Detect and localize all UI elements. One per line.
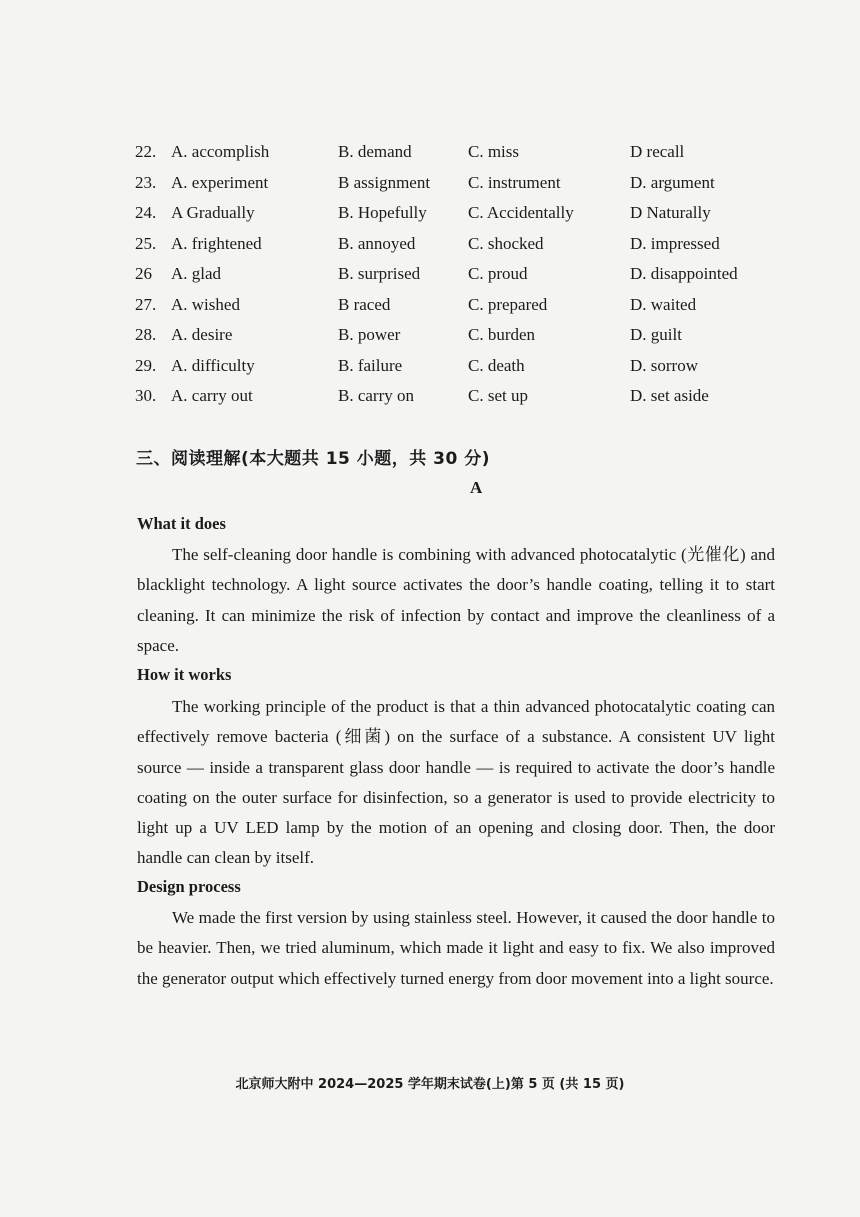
option-c: C. instrument (468, 172, 561, 192)
option-b: B. annoyed (338, 233, 416, 253)
option-d: D. sorrow (630, 355, 698, 375)
option-d: D recall (630, 142, 685, 161)
option-a: A. desire (171, 325, 233, 344)
option-c: C. shocked (468, 233, 544, 253)
option-d: D. impressed (630, 233, 720, 253)
option-b: B assignment (338, 172, 431, 192)
option-c: C. miss (468, 142, 520, 161)
option-d: D. set aside (630, 386, 709, 405)
option-b: B. power (338, 325, 401, 344)
option-a: A. difficulty (171, 355, 255, 375)
option-c: C. death (468, 355, 525, 375)
reading-section-title: 三、阅读理解(本大题共 15 小题，共 30 分) (136, 449, 491, 469)
option-d: D Naturally (630, 203, 711, 222)
question-row-22 (135, 140, 775, 171)
page-footer: 北京师大附中 2024—2025 学年期末试卷(上)第 5 页 (共 15 页) (235, 1077, 625, 1092)
question-number: 25. (135, 233, 157, 253)
question-row-27 (135, 293, 775, 324)
option-a: A. frightened (171, 233, 262, 253)
passage-label: A (470, 478, 483, 497)
option-c: C. prepared (468, 294, 548, 314)
heading-what-it-does: What it does (137, 514, 226, 533)
question-number: 28. (135, 325, 157, 344)
question-row-24 (135, 201, 775, 232)
heading-design-process: Design process (137, 877, 241, 896)
question-number: 30. (135, 386, 157, 405)
paragraph-design-process: We made the first version by using stainless steel. However, it caused the door handle to be heavier. Then, we tried aluminum, which made it light and easy to fix. We also improved the generator output which effectively turned energy from door movement into a light source. (137, 908, 775, 988)
question-row-30 (135, 384, 775, 415)
question-row-26 (135, 262, 775, 293)
option-a: A Gradually (171, 203, 255, 222)
option-c: C. proud (468, 264, 528, 283)
option-c: C. set up (468, 386, 528, 405)
question-number: 24. (135, 203, 157, 222)
option-d: D. argument (630, 172, 715, 192)
option-a: A. carry out (171, 386, 253, 405)
question-row-28 (135, 323, 775, 354)
option-b: B. carry on (338, 386, 415, 405)
paragraph-how-it-works: The working principle of the product is that a thin advanced photocatalytic coating can effectively remove bacteria (细菌) on the surface of a substance. A consistent UV light source — inside a transparent glass door handle — is required to activate the door’s handle coating on the outer surface for disinfection, so a generator is used to provide electricity to light up a UV LED lamp by the motion of an opening and closing door. Then, the door handle can clean by itself. (137, 697, 775, 868)
paragraph-what-it-does: The self-cleaning door handle is combining with advanced photocatalytic (光催化) and blacklight technology. A light source activates the door’s handle coating, telling it to start cleaning. It can minimize the risk of infection by contact and improve the cleanliness of a space. (137, 545, 775, 655)
option-b: B. demand (338, 142, 412, 161)
question-number: 23. (135, 172, 157, 192)
option-b: B. surprised (338, 264, 421, 283)
answer-options-list (135, 140, 775, 415)
question-number: 27. (135, 294, 157, 314)
option-d: D. guilt (630, 325, 682, 344)
option-c: C. burden (468, 325, 536, 344)
option-b: B raced (338, 294, 391, 314)
question-number: 26 (135, 264, 152, 283)
option-b: B. Hopefully (338, 203, 427, 222)
option-b: B. failure (338, 355, 403, 375)
question-number: 22. (135, 142, 157, 161)
option-a: A. accomplish (171, 142, 270, 161)
option-c: C. Accidentally (468, 203, 574, 222)
question-row-23 (135, 171, 775, 202)
heading-how-it-works: How it works (137, 665, 232, 684)
question-row-25 (135, 232, 775, 263)
option-a: A. experiment (171, 172, 269, 192)
question-number: 29. (135, 355, 157, 375)
option-a: A. wished (171, 294, 240, 314)
option-d: D. disappointed (630, 264, 738, 283)
option-a: A. glad (171, 264, 222, 283)
option-d: D. waited (630, 294, 697, 314)
question-row-29 (135, 354, 775, 385)
